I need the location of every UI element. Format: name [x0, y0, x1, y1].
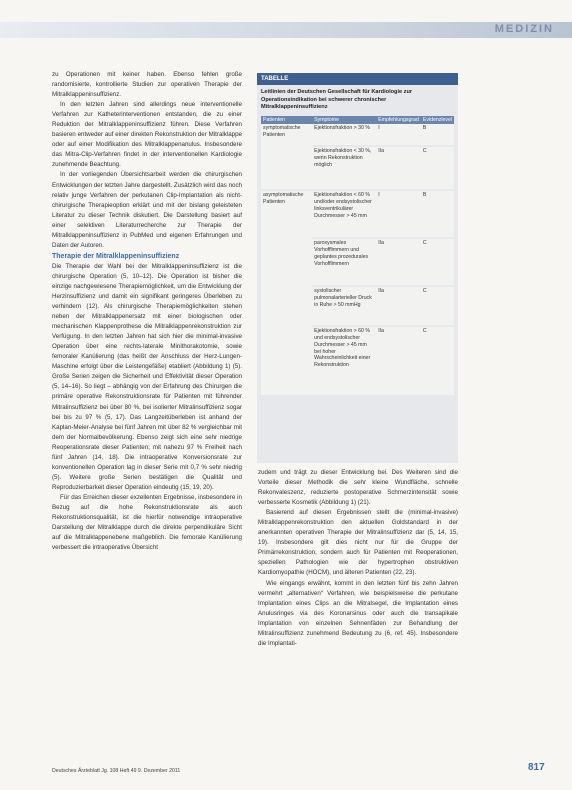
paragraph: Wie eingangs erwähnt, kommt in den letzten fünf bis zehn Jahren vermehrt „alternativen“ Verfahren, wie beispielsweise die perkutane Implantation eines Clips an die Mitralsegel, die Implantation eines Anulusringes via des Koronarsinus oder auch die transapikale Implantation von einzelnen Sehnenfäden zur Behandlung der Mitralinsuffizienz zunehmend Bedeutung zu (6, ref. 45). Insbesondere die Implantati-: [258, 579, 458, 647]
table-header-label: TABELLE: [257, 73, 458, 85]
table-cell: Ejektionsfraktion < 60 % und/oder endsystolischer linksventrikulärer Durchmesser > 45 mm: [312, 190, 376, 238]
left-column: [52, 70, 242, 553]
column-header: Patienten: [261, 116, 312, 125]
page-number: 817: [528, 762, 545, 773]
table-cell: systolischer pulmonalarterieller Druck in Ruhe > 50 mmHg: [312, 286, 376, 326]
header-bar: [0, 22, 572, 38]
paragraph: In der vorliegenden Übersichtsarbeit werden die chirurgischen Entwicklungen der letzten Jahre dargestellt. Zusätzlich wird das noch relativ junge Verfahren der perkutanen Clip-Implantation als nicht-chirurgische Therapieoption erklärt und mit der bislang geleisteten Literatur zu dieser Technik diskutiert. Die Darstellung basiert auf einer selektiven Literaturrecherche zur Therapie der Mitralklappeninsuffizienz in PubMed und eigenen Erfahrungen und Daten der Autoren.: [52, 171, 242, 249]
column-header: Symptome: [312, 116, 376, 125]
table-header-row: [261, 116, 454, 125]
paragraph: Die Therapie der Wahl bei der Mitralklappeninsuffizienz ist die chirurgische Operation (5, 10–12). Die Operation ist bisher die einzige nachgewiesene Therapiemöglichkeit, um die Entwicklung der Herzinsuffizienz und damit ein signifikant geringeres Überleben zu verhindern (12). Als chirurgische Therapiemöglichkeiten stehen neben der Mitralklappenersatz mit einer biologischen oder mechanischen Klappenprothese die Mitralklappenrekonstruktion zur Verfügung. In den letzten Jahren hat sich hier die minimal-invasive Operation über eine rechts-laterale Minithorakotomie, sowie femoraler Kanülierung (das heißt der Anschluss der Herz-Lungen-Maschine erfolgt über die Leistengefäße) etabliert (Abbildung 1) (5). Große Serien zeigen die Sicherheit und Effektivität dieser Operation (5, 14–16). So liegt – abhängig von der Erfahrung des Chirurgen die primäre operative Rekonstruktionsrate für Patienten mit führender Mitralinsuffizienz bei über 80 %, bei isolierter Mitralinsuffizienz sogar bei bis zu 97 % (5, 17). Das Langzeitüberleben ist anhand der Kaplan-Meier-Analyse bei fünf Jahren mit über 82 % vergleichbar mit dem der Normalbevölkerung. Ebenso zeigt sich eine sehr niedrige Reoperationsrate dieser Patienten; mit nahezu 97 % Freiheit nach fünf Jahren (14, 18). Die intraoperative Konversionsrate zur konventionellen Operation lag in dieser Serie mit 0,7 % sehr niedrig (5). Weitere große Serien bestätigen die Qualität und Reproduzierbarkeit dieser Operation eindeutig (15, 19, 20).: [52, 262, 242, 491]
table-cell: Ejektionsfraktion > 30 %: [312, 124, 376, 146]
table-cell-patient: asymptomatische Patienten: [261, 190, 312, 396]
table-cell: IIa: [376, 326, 421, 396]
table-cell: IIa: [376, 238, 421, 286]
section-label: MEDIZIN: [494, 23, 554, 35]
paragraph: Basierend auf diesen Ergebnissen stellt die (minimal-invasive) Mitralklappenrekonstruktion den aktuellen Goldstandard in der anerkannten operativen Therapie der Mitralinsuffizienz dar (5, 14, 15, 19). Insbesondere gilt dies nicht nur für die Gruppe der Primärrekonstruktion, sondern auch für Patienten mit Reoperationen, speziellen Pathologien wie der hypertrophen obstruktiven Kardiomyopathie (HOCM), und älteren Patienten (22, 23).: [258, 509, 458, 577]
paragraph: In den letzten Jahren sind allerdings neue interventionelle Verfahren zur Katheterinterventionen entstanden, die zu einer Reduktion der Mitralklappeninsuffizienz führen. Diese Verfahren basieren entweder auf einer direkten Rekonstruktion der Mitralklappe oder auf einer Modifikation des Mitralklappenanulus. Insbesondere das Mitra-Clip-Verfahren findet in der interventionellen Kardiologie zunehmende Beachtung.: [52, 101, 242, 169]
table-cell: I: [376, 124, 421, 146]
table-cell: I: [376, 190, 421, 238]
table-cell: C: [421, 286, 454, 326]
paragraph: zudem und trägt zu dieser Entwicklung bei. Des Weiteren sind die Vorteile dieser Methodik die sehr kleine Wundfläche, schnelle Rekonvaleszenz, reduzierte postoperative Schmerzintensität sowie verbesserte Kosmetik (Abbildung 1) (21).: [258, 469, 458, 507]
column-header: Empfehlungsgrad: [376, 116, 421, 125]
table-cell: paroxysmales Vorhofflimmern und geplantes prozedurales Vorhofflimmern: [312, 238, 376, 286]
table-cell: IIa: [376, 146, 421, 190]
paragraph: zu Operationen mit keiner haben. Ebenso fehlen große randomisierte, kontrollierte Studien zur operativen Therapie der Mitralklappeninsuffizienz.: [52, 71, 242, 99]
guideline-table-panel: [257, 73, 458, 463]
table-cell: Ejektionsfraktion > 60 % und endsystolischer Durchmesser > 45 mm bei hoher Wahrscheinlichkeit einer Rekonstruktion: [312, 326, 376, 396]
table-cell: IIa: [376, 286, 421, 326]
table-cell: C: [421, 146, 454, 190]
table-row: [261, 124, 454, 146]
column-header: Evidenzlevel: [422, 116, 452, 123]
table-cell: Ejektionsfraktion < 30 %, wenn Rekonstruktion möglich: [312, 146, 376, 190]
paragraph: Für das Erreichen dieser exzellenten Ergebnisse, insbesondere in Bezug auf die hohe Rekonstruktionsrate als auch Rekonstruktionsqualität, ist die hierfür notwendige intraoperative Darstellung der Mitralklappe durch die direkte perpendikuläre Sicht auf die Mitralklappenebene maßgeblich. Die femorale Kanülierung verbessert die intraoperative Übersicht: [52, 493, 242, 552]
guideline-table: [261, 116, 454, 398]
footer-citation: Deutsches Ärzteblatt Jg. 108 Heft 49 9. Dezember 2011: [52, 768, 181, 774]
table-caption: Leitlinien der Deutschen Gesellschaft für Kardiologie zur Operationsindikation bei schwerer chronischer Mitralklappeninsuffizienz: [261, 89, 413, 110]
table-cell: C: [421, 238, 454, 286]
table-cell: B: [421, 124, 454, 146]
table-cell-patient: symptomatische Patienten: [261, 124, 312, 190]
table-row: [261, 190, 454, 238]
right-column: [258, 468, 458, 649]
table-cell: B: [421, 190, 454, 238]
table-cell: C: [421, 326, 454, 396]
section-heading: Therapie der Mitralklappeninsuffizienz: [52, 252, 180, 260]
